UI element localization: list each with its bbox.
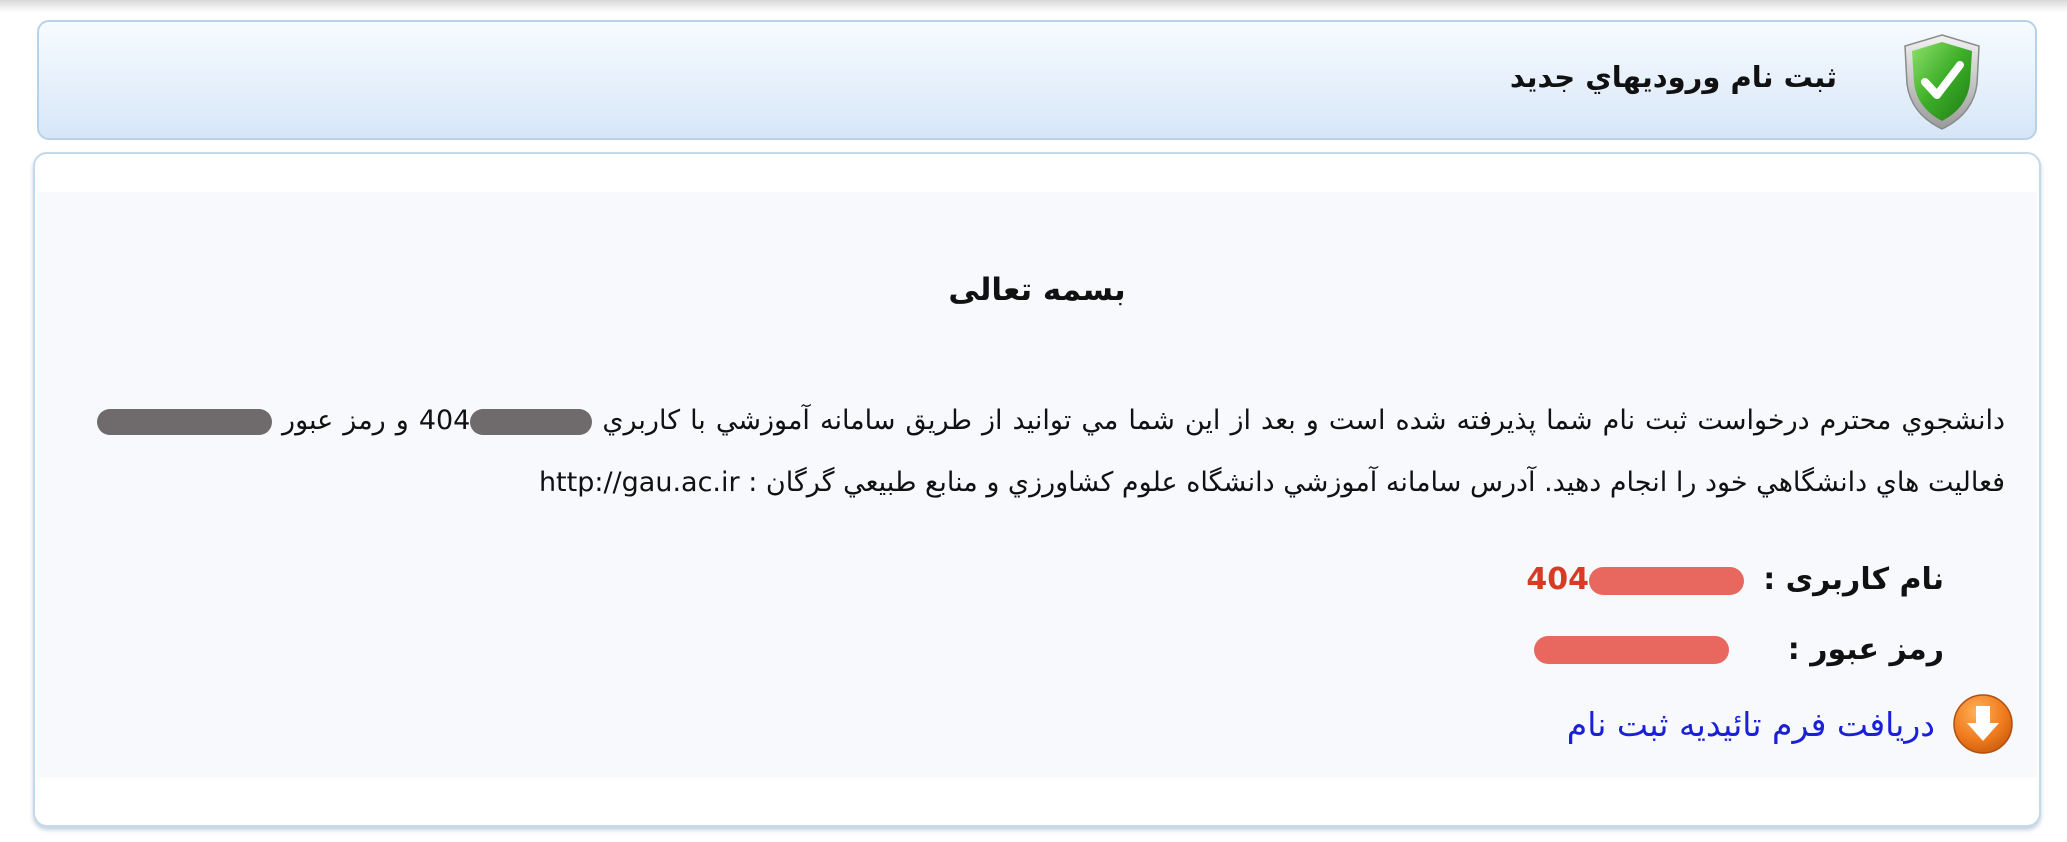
password-redaction [1534, 636, 1729, 664]
message-username-prefix: 404 [418, 405, 471, 436]
password-row [1534, 632, 1944, 667]
registration-message [97, 390, 2005, 514]
username-value-prefix: 404 [1526, 562, 1589, 597]
content-body [37, 192, 2037, 777]
message-redacted-password [97, 409, 272, 435]
download-confirmation-link[interactable]: دريافت فرم تائيديه ثبت نام [1566, 704, 1935, 744]
message-redacted-username [419, 405, 593, 436]
username-label: نام کاربری : [1763, 562, 1944, 597]
page-title: ثبت نام وروديهاي جديد [1509, 60, 1837, 94]
top-shadow [0, 0, 2067, 12]
message-text-part2: و رمز عبور [272, 405, 419, 436]
username-redaction [1589, 567, 1744, 595]
download-arrow-icon [1951, 692, 2015, 756]
username-row [1526, 562, 1944, 597]
content-panel [33, 152, 2041, 827]
message-text-part3: فعاليت هاي دانشگاهي خود را انجام دهيد. آدرس سامانه آموزشي دانشگاه علوم كشاورزي و منابع طبيعي گرگان : http://gau.ac.ir [538, 467, 2005, 498]
header-panel [37, 20, 2037, 140]
greeting-heading: بسمه تعالی [948, 272, 1126, 308]
download-confirmation-button[interactable] [1567, 692, 2015, 756]
username-value [1526, 562, 1744, 597]
message-text-part1: دانشجوي محترم درخواست ثبت نام شما پذيرفته شده است و بعد از اين شما مي توانيد از طريق سامانه آموزشي با كاربري [592, 405, 2006, 436]
password-label: رمز عبور : [1787, 632, 1944, 667]
redaction-mark [470, 409, 592, 435]
shield-check-icon [1901, 32, 1983, 132]
